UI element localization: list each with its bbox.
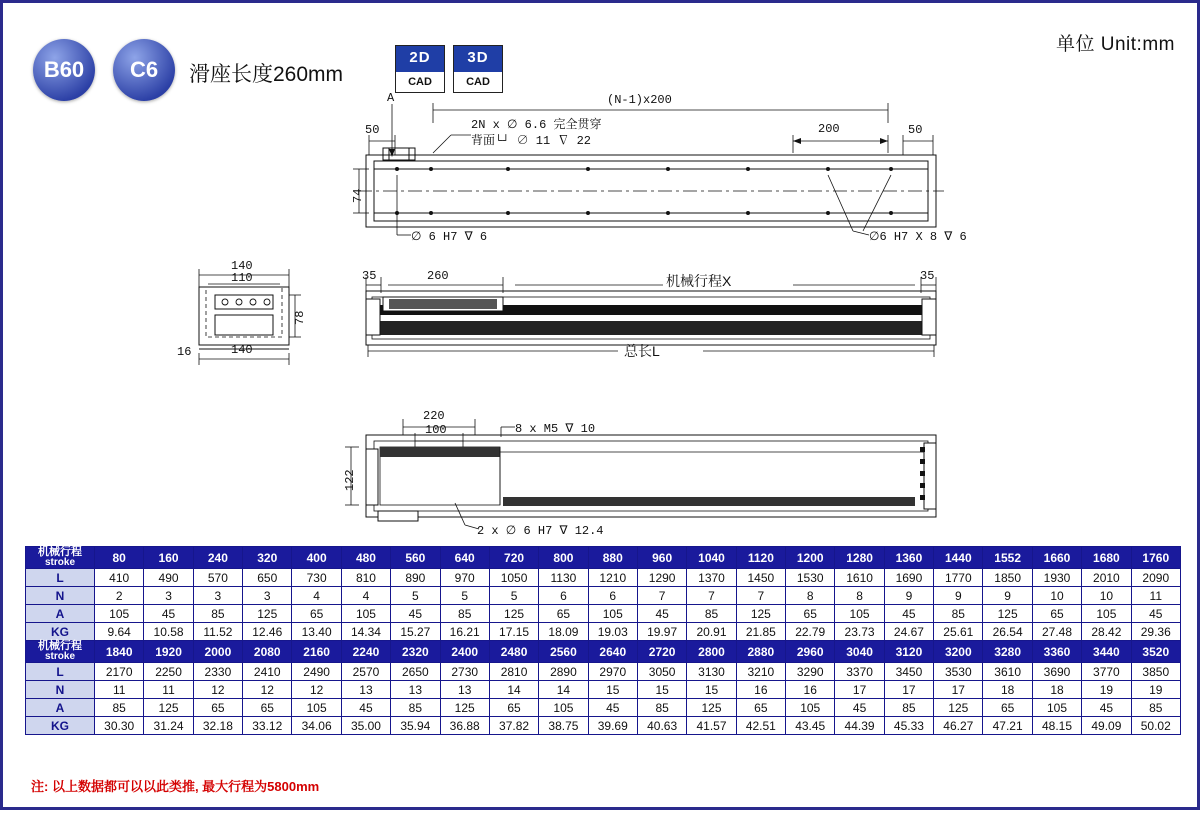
- cell: 8: [835, 587, 884, 605]
- row-label-n-2: N: [26, 681, 95, 699]
- cell: 29.36: [1131, 623, 1180, 641]
- cell: 45: [1131, 605, 1180, 623]
- cell: 16: [736, 681, 785, 699]
- cell: 1920: [144, 641, 193, 663]
- cell: 410: [95, 569, 144, 587]
- cell: 3770: [1082, 663, 1131, 681]
- cell: 45.33: [884, 717, 933, 735]
- cell: 24.67: [884, 623, 933, 641]
- dim-35-right: 35: [920, 269, 935, 283]
- cell: 1130: [539, 569, 588, 587]
- row-label-a-2: A: [26, 699, 95, 717]
- cad-2d-label: CAD: [408, 76, 432, 89]
- table-row: [26, 587, 1181, 605]
- cell: 2320: [391, 641, 440, 663]
- table-row: [26, 569, 1181, 587]
- cell: 125: [243, 605, 292, 623]
- dim-140-bottom: 140: [231, 343, 253, 357]
- cell: 26.54: [983, 623, 1032, 641]
- cell: 37.82: [489, 717, 538, 735]
- table-row: [26, 641, 1181, 663]
- cell: 65: [786, 605, 835, 623]
- cell: 125: [736, 605, 785, 623]
- dim-74: 74: [351, 188, 365, 203]
- cell: 35.94: [391, 717, 440, 735]
- cell: 3280: [983, 641, 1032, 663]
- table-row: [26, 605, 1181, 623]
- model-description: 滑座长度260mm: [189, 63, 344, 86]
- cell: 5: [489, 587, 538, 605]
- cell: 18: [983, 681, 1032, 699]
- cell: 1280: [835, 547, 884, 569]
- cell: 17: [884, 681, 933, 699]
- cell: 38.75: [539, 717, 588, 735]
- cell: 85: [934, 605, 983, 623]
- cell: 1450: [736, 569, 785, 587]
- cell: 1552: [983, 547, 1032, 569]
- cell: 3690: [1032, 663, 1081, 681]
- dim-220: 220: [423, 409, 445, 423]
- cell: 3520: [1131, 641, 1180, 663]
- cell: 13: [440, 681, 489, 699]
- cell: 3200: [934, 641, 983, 663]
- cell: 30.30: [95, 717, 144, 735]
- cell: 15: [637, 681, 686, 699]
- cell: 1290: [637, 569, 686, 587]
- cell: 240: [193, 547, 242, 569]
- cell: 1680: [1082, 547, 1131, 569]
- cell: 14.34: [341, 623, 390, 641]
- cell: 2: [95, 587, 144, 605]
- cell: 560: [391, 547, 440, 569]
- cell: 125: [934, 699, 983, 717]
- cell: 14: [539, 681, 588, 699]
- cell: 1660: [1032, 547, 1081, 569]
- cell: 23.73: [835, 623, 884, 641]
- cell: 2480: [489, 641, 538, 663]
- row-label-l-2: L: [26, 663, 95, 681]
- cell: 45: [391, 605, 440, 623]
- dim-100: 100: [425, 423, 447, 437]
- cell: 42.51: [736, 717, 785, 735]
- cell: 1440: [934, 547, 983, 569]
- cell: 125: [144, 699, 193, 717]
- cell: 2490: [292, 663, 341, 681]
- cell: 570: [193, 569, 242, 587]
- cell: 9: [983, 587, 1032, 605]
- screw-note: 8 x M5 ∇ 10: [515, 422, 596, 436]
- cell: 15: [687, 681, 736, 699]
- cell: 5: [391, 587, 440, 605]
- cell: 3850: [1131, 663, 1180, 681]
- cell: 3440: [1082, 641, 1131, 663]
- cell: 10.58: [144, 623, 193, 641]
- cell: 160: [144, 547, 193, 569]
- cell: 3050: [637, 663, 686, 681]
- cell: 65: [736, 699, 785, 717]
- total-length-label: 总长L: [624, 343, 660, 359]
- cell: 11: [144, 681, 193, 699]
- row-label-stroke-en-2: stroke: [44, 651, 75, 662]
- cell: 45: [884, 605, 933, 623]
- cell: 320: [243, 547, 292, 569]
- cell: 105: [1082, 605, 1131, 623]
- cell: 890: [391, 569, 440, 587]
- cell: 2650: [391, 663, 440, 681]
- cell: 65: [489, 699, 538, 717]
- cell: 2170: [95, 663, 144, 681]
- cell: 12.46: [243, 623, 292, 641]
- dim-50-left: 50: [365, 123, 380, 137]
- cell: 105: [95, 605, 144, 623]
- cell: 46.27: [934, 717, 983, 735]
- cell: 12: [243, 681, 292, 699]
- cell: 125: [440, 699, 489, 717]
- cell: 11.52: [193, 623, 242, 641]
- cell: 10: [1082, 587, 1131, 605]
- cell: 480: [341, 547, 390, 569]
- unit-label: 单位 Unit:mm: [1055, 34, 1175, 55]
- cell: 65: [1032, 605, 1081, 623]
- cell: 1120: [736, 547, 785, 569]
- cell: 1930: [1032, 569, 1081, 587]
- cell: 2640: [588, 641, 637, 663]
- cell: 12: [193, 681, 242, 699]
- cell: 85: [687, 605, 736, 623]
- cell: 2720: [637, 641, 686, 663]
- cell: 45: [637, 605, 686, 623]
- cell: 5: [440, 587, 489, 605]
- cell: 19: [1131, 681, 1180, 699]
- cell: 4: [292, 587, 341, 605]
- cad-2d-glyph: 2D: [409, 49, 431, 66]
- cell: 22.79: [786, 623, 835, 641]
- cell: 2810: [489, 663, 538, 681]
- cell: 3040: [835, 641, 884, 663]
- pin-note-left: ∅ 6 H7 ∇ 6: [411, 230, 488, 244]
- cell: 1360: [884, 547, 933, 569]
- cell: 16: [786, 681, 835, 699]
- cell: 720: [489, 547, 538, 569]
- cell: 2250: [144, 663, 193, 681]
- cell: 7: [687, 587, 736, 605]
- cell: 3210: [736, 663, 785, 681]
- dim-200: 200: [818, 122, 840, 136]
- cell: 2570: [341, 663, 390, 681]
- cell: 3: [144, 587, 193, 605]
- cell: 27.48: [1032, 623, 1081, 641]
- cell: 7: [736, 587, 785, 605]
- cell: 640: [440, 547, 489, 569]
- cad-3d-label: CAD: [466, 76, 490, 89]
- cell: 17: [934, 681, 983, 699]
- cell: 17: [835, 681, 884, 699]
- table-body: [26, 547, 1181, 735]
- cell: 3130: [687, 663, 736, 681]
- row-label-kg-1: KG: [26, 623, 95, 641]
- cell: 85: [884, 699, 933, 717]
- cell: 9.64: [95, 623, 144, 641]
- cell: 16.21: [440, 623, 489, 641]
- cell: 65: [243, 699, 292, 717]
- cell: 125: [983, 605, 1032, 623]
- cell: 85: [95, 699, 144, 717]
- cell: 11: [95, 681, 144, 699]
- cell: 880: [588, 547, 637, 569]
- cell: 41.57: [687, 717, 736, 735]
- cell: 1530: [786, 569, 835, 587]
- cell: 125: [687, 699, 736, 717]
- cell: 2080: [243, 641, 292, 663]
- cell: 10: [1032, 587, 1081, 605]
- cell: 80: [95, 547, 144, 569]
- cell: 65: [193, 699, 242, 717]
- cell: 2560: [539, 641, 588, 663]
- cell: 2010: [1082, 569, 1131, 587]
- cell: 32.18: [193, 717, 242, 735]
- dim-16: 16: [177, 345, 192, 359]
- cell: 65: [983, 699, 1032, 717]
- cell: 85: [1131, 699, 1180, 717]
- cell: 45: [835, 699, 884, 717]
- cell: 35.00: [341, 717, 390, 735]
- cell: 15.27: [391, 623, 440, 641]
- row-label-stroke-1: [26, 547, 95, 569]
- cell: 6: [539, 587, 588, 605]
- cell: 50.02: [1131, 717, 1180, 735]
- cell: 19: [1082, 681, 1131, 699]
- cell: 2890: [539, 663, 588, 681]
- dim-78: 78: [293, 310, 307, 325]
- cell: 810: [341, 569, 390, 587]
- cell: 2960: [786, 641, 835, 663]
- cell: 6: [588, 587, 637, 605]
- cell: 18.09: [539, 623, 588, 641]
- table-row: [26, 663, 1181, 681]
- cell: 45: [588, 699, 637, 717]
- cell: 3610: [983, 663, 1032, 681]
- cell: 1840: [95, 641, 144, 663]
- cell: 2330: [193, 663, 242, 681]
- cell: 2880: [736, 641, 785, 663]
- cell: 2970: [588, 663, 637, 681]
- cell: 34.06: [292, 717, 341, 735]
- cell: 1370: [687, 569, 736, 587]
- cell: 19.03: [588, 623, 637, 641]
- cell: 31.24: [144, 717, 193, 735]
- cell: 17.15: [489, 623, 538, 641]
- cell: 85: [440, 605, 489, 623]
- cell: 105: [1032, 699, 1081, 717]
- cell: 47.21: [983, 717, 1032, 735]
- cell: 36.88: [440, 717, 489, 735]
- table-row: [26, 681, 1181, 699]
- cell: 43.45: [786, 717, 835, 735]
- cell: 1210: [588, 569, 637, 587]
- cell: 1690: [884, 569, 933, 587]
- model-badge-b60: B60: [33, 39, 95, 101]
- cell: 85: [637, 699, 686, 717]
- cell: 970: [440, 569, 489, 587]
- row-label-kg-2: KG: [26, 717, 95, 735]
- cell: 85: [391, 699, 440, 717]
- cell: 2240: [341, 641, 390, 663]
- cell: 2000: [193, 641, 242, 663]
- cell: 44.39: [835, 717, 884, 735]
- stroke-label: 机械行程X: [666, 273, 732, 289]
- cad-3d-glyph: 3D: [467, 49, 489, 66]
- cell: 1850: [983, 569, 1032, 587]
- cell: 15: [588, 681, 637, 699]
- cell: 14: [489, 681, 538, 699]
- cad-2d-download-button[interactable]: [395, 45, 445, 93]
- cell: 8: [786, 587, 835, 605]
- cell: 960: [637, 547, 686, 569]
- specification-table: [25, 546, 1181, 735]
- footer-note: 注: 以上数据都可以以此类推, 最大行程为5800mm: [31, 779, 320, 794]
- dim-140-top: 140: [231, 259, 253, 273]
- cell: 3120: [884, 641, 933, 663]
- row-label-a-1: A: [26, 605, 95, 623]
- mark-a-label: A: [387, 91, 395, 105]
- cell: 28.42: [1082, 623, 1131, 641]
- cell: 39.69: [588, 717, 637, 735]
- cell: 3370: [835, 663, 884, 681]
- cell: 19.97: [637, 623, 686, 641]
- hole-note-2: 背面└┘ ∅ 11 ∇ 22: [471, 134, 592, 148]
- table-row: [26, 717, 1181, 735]
- cell: 105: [588, 605, 637, 623]
- cell: 3450: [884, 663, 933, 681]
- cell: 65: [292, 605, 341, 623]
- cell: 1760: [1131, 547, 1180, 569]
- cell: 3: [243, 587, 292, 605]
- cell: 1200: [786, 547, 835, 569]
- cell: 105: [292, 699, 341, 717]
- table-row: [26, 623, 1181, 641]
- cell: 9: [884, 587, 933, 605]
- cell: 2400: [440, 641, 489, 663]
- cell: 2800: [687, 641, 736, 663]
- row-label-stroke-en: stroke: [44, 557, 75, 568]
- row-label-stroke-2: [26, 641, 95, 663]
- cell: 12: [292, 681, 341, 699]
- table-row: [26, 699, 1181, 717]
- cell: 2090: [1131, 569, 1180, 587]
- cell: 45: [1082, 699, 1131, 717]
- cell: 85: [193, 605, 242, 623]
- cell: 105: [539, 699, 588, 717]
- cell: 3290: [786, 663, 835, 681]
- cell: 45: [144, 605, 193, 623]
- cell: 48.15: [1032, 717, 1081, 735]
- pitch-note: (N-1)x200: [607, 93, 672, 107]
- cell: 125: [489, 605, 538, 623]
- cell: 1050: [489, 569, 538, 587]
- cell: 65: [539, 605, 588, 623]
- cell: 7: [637, 587, 686, 605]
- cell: 25.61: [934, 623, 983, 641]
- cell: 3530: [934, 663, 983, 681]
- cell: 650: [243, 569, 292, 587]
- cell: 20.91: [687, 623, 736, 641]
- dim-110: 110: [231, 271, 253, 285]
- cell: 13: [341, 681, 390, 699]
- cell: 18: [1032, 681, 1081, 699]
- row-label-stroke-cn: 机械行程: [38, 546, 82, 558]
- row-label-l-1: L: [26, 569, 95, 587]
- cell: 105: [786, 699, 835, 717]
- cell: 45: [341, 699, 390, 717]
- cell: 13: [391, 681, 440, 699]
- cell: 3: [193, 587, 242, 605]
- model-badge-c6: C6: [113, 39, 175, 101]
- cell: 11: [1131, 587, 1180, 605]
- row-label-stroke-cn-2: 机械行程: [38, 640, 82, 652]
- cell: 1770: [934, 569, 983, 587]
- cell: 13.40: [292, 623, 341, 641]
- dim-35-left: 35: [362, 269, 377, 283]
- cell: 49.09: [1082, 717, 1131, 735]
- dim-50-right: 50: [908, 123, 923, 137]
- cell: 800: [539, 547, 588, 569]
- hole-note-1: 2N x ∅ 6.6 完全贯穿: [471, 118, 602, 132]
- cell: 4: [341, 587, 390, 605]
- cell: 730: [292, 569, 341, 587]
- cell: 1040: [687, 547, 736, 569]
- cell: 21.85: [736, 623, 785, 641]
- cell: 105: [341, 605, 390, 623]
- cell: 2730: [440, 663, 489, 681]
- cell: 9: [934, 587, 983, 605]
- cell: 490: [144, 569, 193, 587]
- cell: 2160: [292, 641, 341, 663]
- table-row: [26, 547, 1181, 569]
- dim-260: 260: [427, 269, 449, 283]
- cell: 400: [292, 547, 341, 569]
- cell: 1610: [835, 569, 884, 587]
- pin-note-right: ∅6 H7 X 8 ∇ 6: [869, 230, 967, 244]
- cell: 33.12: [243, 717, 292, 735]
- dim-122: 122: [343, 469, 357, 491]
- row-label-n-1: N: [26, 587, 95, 605]
- cell: 2410: [243, 663, 292, 681]
- cell: 3360: [1032, 641, 1081, 663]
- cell: 40.63: [637, 717, 686, 735]
- cell: 105: [835, 605, 884, 623]
- bottom-pin-note: 2 x ∅ 6 H7 ∇ 12.4: [477, 524, 604, 538]
- cad-3d-download-button[interactable]: [453, 45, 503, 93]
